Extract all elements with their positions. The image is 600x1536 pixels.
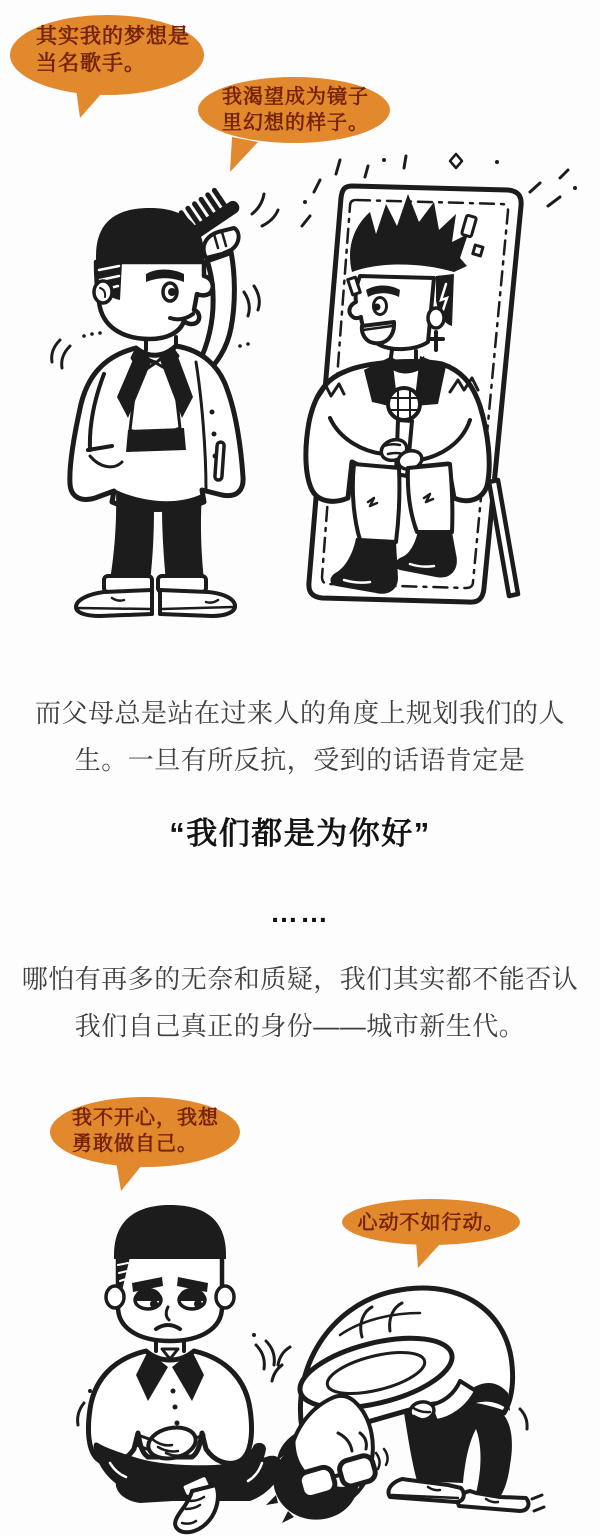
man-figure: [52, 184, 278, 616]
bubble-text-line: 勇敢做自己。: [72, 1133, 198, 1155]
speech-bubble-dream: [10, 15, 205, 120]
mirror-kickstand: [489, 480, 518, 596]
bubble-text-line: 其实我的梦想是: [36, 25, 190, 48]
bent-man-figure: [266, 1288, 544, 1523]
bubble-text-line: 心动不如行动。: [357, 1212, 505, 1234]
speech-bubble-unhappy: [50, 1097, 240, 1192]
ellipsis-line: ……: [270, 897, 330, 928]
paragraph-line: 生。一旦有所反抗，受到的话语肯定是: [74, 745, 526, 775]
speech-bubble-mirror-wish: [198, 77, 390, 173]
upside-down-head: [266, 1396, 377, 1523]
bubble-text-line: 我不开心，我想: [72, 1107, 219, 1129]
paragraph-parents: [0, 690, 600, 784]
bubble-text-line: 我渴望成为镜子: [222, 86, 369, 108]
paragraph-line: 哪怕有再多的无奈和质疑，我们其实都不能否认: [21, 964, 579, 994]
paragraph-line: 我们自己真正的身份——城市新生代。: [74, 1011, 526, 1041]
illustration-mirror-scene: [0, 150, 600, 640]
paragraph-line: 而父母总是站在过来人的角度上规划我们的人: [34, 698, 565, 728]
bubble-text-line: 当名歌手。: [36, 52, 146, 75]
speech-bubble-action: [342, 1199, 520, 1269]
sitting-man-figure: [78, 1205, 283, 1532]
quote-headline: “我们都是为你好”: [169, 816, 431, 851]
bubble-text-line: 里幻想的样子。: [222, 112, 369, 134]
paragraph-identity: [0, 956, 600, 1050]
